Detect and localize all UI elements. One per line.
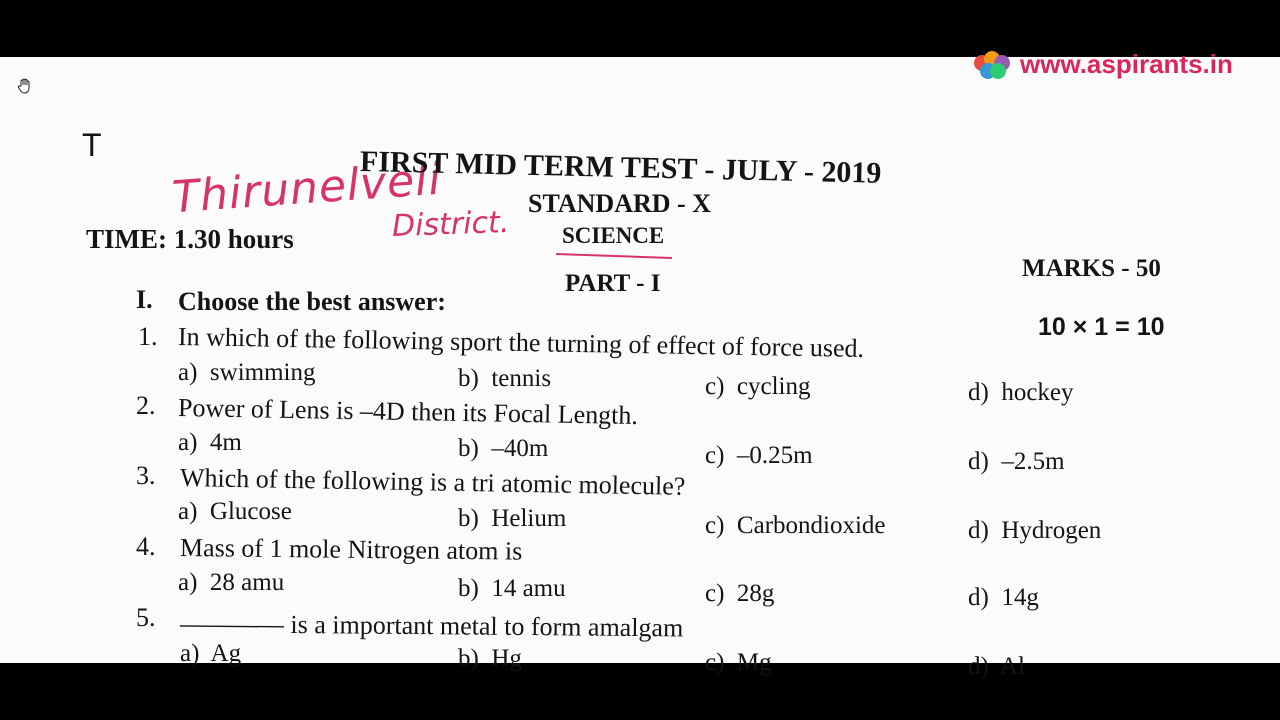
option-a: a) 28 amu <box>178 569 285 596</box>
option-d: d) 14g <box>968 584 1039 611</box>
handwritten-district: Thirunelveli <box>170 153 444 224</box>
option-d: d) Al <box>968 653 1025 680</box>
exam-title: FIRST MID TERM TEST - JULY - 2019 <box>359 145 882 190</box>
exam-paper-page <box>0 49 1280 680</box>
question-text: In which of the following sport the turning of effect of force used. <box>177 322 865 363</box>
option-d: d) Hydrogen <box>968 517 1102 544</box>
hand-cursor-icon <box>16 77 34 100</box>
subject-underline <box>556 253 672 259</box>
question-number: 1. <box>138 322 158 351</box>
option-b: b) Hg <box>458 645 522 672</box>
option-c: c) Mg <box>705 649 772 676</box>
option-b: b) Helium <box>458 505 567 532</box>
option-c: c) cycling <box>705 373 811 400</box>
option-a: a) 4m <box>178 429 242 456</box>
question-number: 3. <box>136 461 156 490</box>
handwritten-district-2: District. <box>391 204 510 245</box>
question-text: Mass of 1 mole Nitrogen atom is <box>179 533 523 566</box>
marks-label: MARKS - 50 <box>1022 255 1161 282</box>
watermark-text: www.aspirants.in <box>1020 49 1233 79</box>
marks-formula: 10 × 1 = 10 <box>1038 313 1165 341</box>
section-number: I. <box>136 285 153 314</box>
corner-letter: T <box>82 127 102 163</box>
question-text: ———— is a important metal to form amalgam <box>179 609 684 643</box>
option-a: a) Ag <box>180 640 242 667</box>
option-b: b) 14 amu <box>458 575 566 602</box>
option-d: d) –2.5m <box>968 448 1065 475</box>
option-c: c) Carbondioxide <box>705 512 886 539</box>
option-a: a) Glucose <box>178 498 292 525</box>
multicolor-flower-icon <box>972 49 1016 81</box>
question-number: 5. <box>136 603 156 632</box>
part-label: PART - I <box>565 270 661 297</box>
option-b: b) tennis <box>458 365 552 392</box>
option-b: b) –40m <box>458 435 549 462</box>
section-title: Choose the best answer: <box>178 287 446 316</box>
question-text: Which of the following is a tri atomic molecule? <box>179 463 686 501</box>
question-text: Power of Lens is –4D then its Focal Length. <box>177 393 639 431</box>
question-number: 2. <box>136 391 156 420</box>
time-label: TIME: 1.30 hours <box>86 224 294 254</box>
option-d: d) hockey <box>968 379 1074 406</box>
standard-label: STANDARD - X <box>528 189 711 218</box>
option-c: c) 28g <box>705 580 775 607</box>
subject-label: SCIENCE <box>562 223 665 248</box>
question-number: 4. <box>136 532 156 561</box>
option-c: c) –0.25m <box>705 442 813 469</box>
option-a: a) swimming <box>178 359 316 386</box>
